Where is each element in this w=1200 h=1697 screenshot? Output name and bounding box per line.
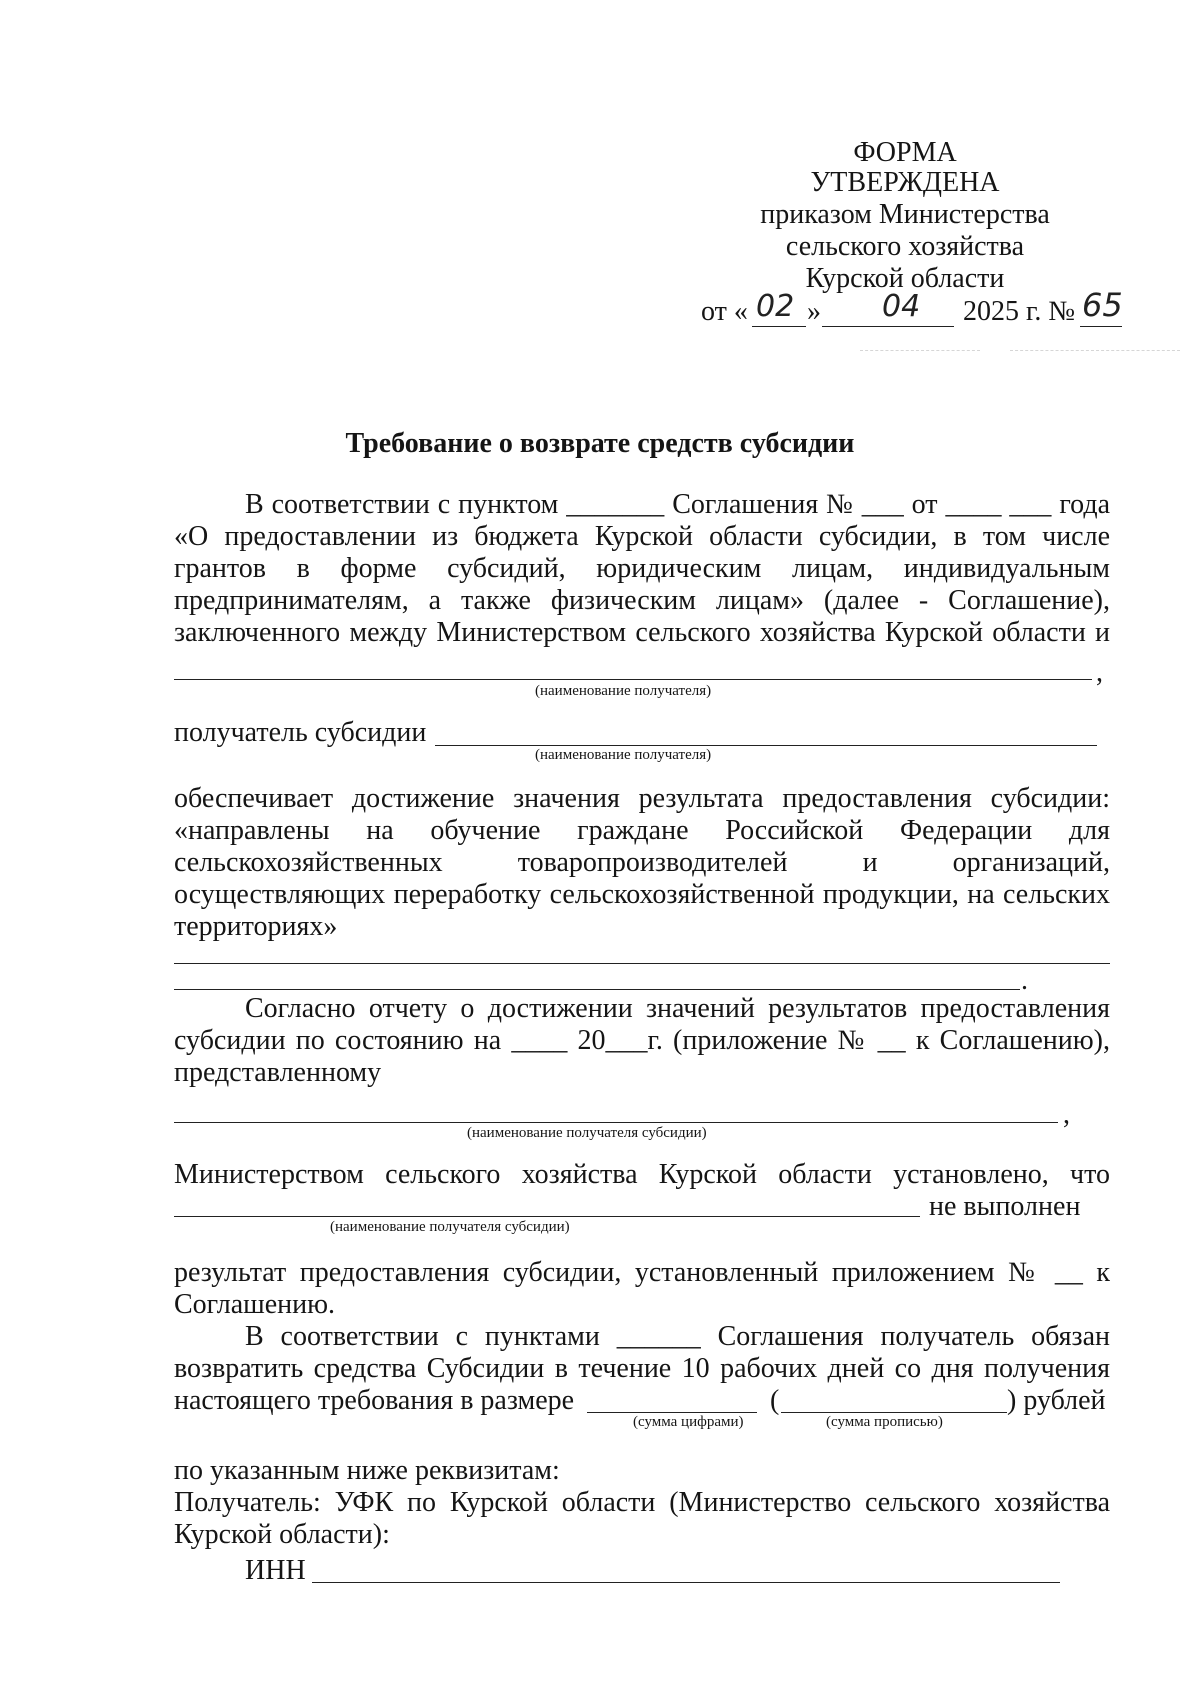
p1-line5: заключенного между Министерством сельского хозяйства Курской области и [174, 617, 1110, 648]
p1-caption: (наименование получателя) [535, 683, 712, 699]
date-day-handwritten: 02 [756, 289, 795, 324]
p7-line2: Получатель: УФК по Курской области (Министерство сельского хозяйства [174, 1487, 1110, 1518]
p1-line4: предпринимателям, а также физическим лицам» (далее - Соглашение), [174, 585, 1110, 616]
p4-line2: субсидии по состоянию на ____ 20___г. (приложение № __ к Соглашению), [174, 1025, 1110, 1056]
date-month-line [822, 326, 954, 327]
p5-line4: Соглашению. [174, 1289, 336, 1320]
p6-caption-digits: (сумма цифрами) [633, 1414, 744, 1430]
scan-artifact [1010, 350, 1180, 351]
recipient-report-line [174, 1122, 1058, 1123]
p7-line3: Курской области): [174, 1519, 390, 1550]
header-order-line2: сельского хозяйства [785, 231, 1025, 262]
date-month-handwritten: 04 [882, 289, 921, 324]
date-day-line [752, 326, 806, 327]
p4-caption: (наименование получателя субсидии) [467, 1125, 707, 1141]
p2-caption: (наименование получателя) [535, 747, 712, 763]
p6-paren-open: ( [770, 1385, 780, 1416]
p4-comma: , [1063, 1099, 1070, 1130]
document-title: Требование о возврате средств субсидии [345, 428, 855, 459]
p3-line4: осуществляющих переработку сельскохозяйственной продукции, на сельских [174, 879, 1110, 910]
header-order-line1: приказом Министерства [760, 199, 1050, 230]
recipient-name-line-1 [174, 679, 1092, 680]
recipient-not-fulfilled-line [174, 1216, 920, 1217]
sum-words-line [781, 1412, 1007, 1413]
p3-line3: сельскохозяйственных товаропроизводителей и организаций, [174, 847, 1110, 878]
p5-caption: (наименование получателя субсидии) [330, 1219, 570, 1235]
p7-inn-label: ИНН [245, 1555, 306, 1586]
header-date-year-no: 2025 г. № [963, 296, 1076, 327]
p1-line1: В соответствии с пунктом _______ Соглашения № ___ от ____ ___ года [245, 489, 1110, 520]
p3-dot: . [1021, 965, 1028, 996]
p6-suffix: ) рублей [1007, 1385, 1106, 1416]
inn-line [312, 1582, 1060, 1583]
header-form: ФОРМА [853, 137, 957, 168]
p6-line1: В соответствии с пунктами ______ Соглашения получатель обязан [245, 1321, 1110, 1352]
p7-line1: по указанным ниже реквизитам: [174, 1455, 560, 1486]
header-order-line3: Курской области [805, 263, 1005, 294]
p5-line3: результат предоставления субсидии, установленный приложением № __ к [174, 1257, 1110, 1288]
p5-line1: Министерством сельского хозяйства Курской области установлено, что [174, 1159, 1110, 1190]
p6-caption-words: (сумма прописью) [826, 1414, 943, 1430]
header-approved: УТВЕРЖДЕНА [810, 167, 1000, 198]
p6-line3-prefix: настоящего требования в размере [174, 1385, 575, 1416]
doc-number-handwritten: 65 [1082, 286, 1123, 324]
p1-line2: «О предоставлении из бюджета Курской области субсидии, в том числе [174, 521, 1110, 552]
p2-label: получатель субсидии [174, 717, 427, 748]
header-date-prefix: от « [701, 296, 748, 327]
p3-line2: «направлены на обучение граждане Российской Федерации для [174, 815, 1110, 846]
p4-line1: Согласно отчету о достижении значений результатов предоставления [245, 993, 1110, 1024]
p3-line1: обеспечивает достижение значения результата предоставления субсидии: [174, 783, 1110, 814]
p3-line5: территориях» [174, 911, 338, 942]
p5-not-fulfilled: не выполнен [929, 1191, 1081, 1222]
p1-line3: грантов в форме субсидий, юридическим лицам, индивидуальным [174, 553, 1110, 584]
p4-line3: представленному [174, 1057, 382, 1088]
result-line-1 [174, 963, 1110, 964]
scan-artifact [860, 350, 980, 351]
p6-line2: возвратить средства Субсидии в течение 10 рабочих дней со дня получения [174, 1353, 1110, 1384]
header-date-mid: » [807, 296, 821, 327]
recipient-name-line-2 [435, 745, 1097, 746]
result-line-2 [174, 989, 1020, 990]
doc-number-line [1080, 326, 1122, 327]
sum-digits-line [587, 1412, 757, 1413]
p1-comma: , [1096, 657, 1103, 688]
